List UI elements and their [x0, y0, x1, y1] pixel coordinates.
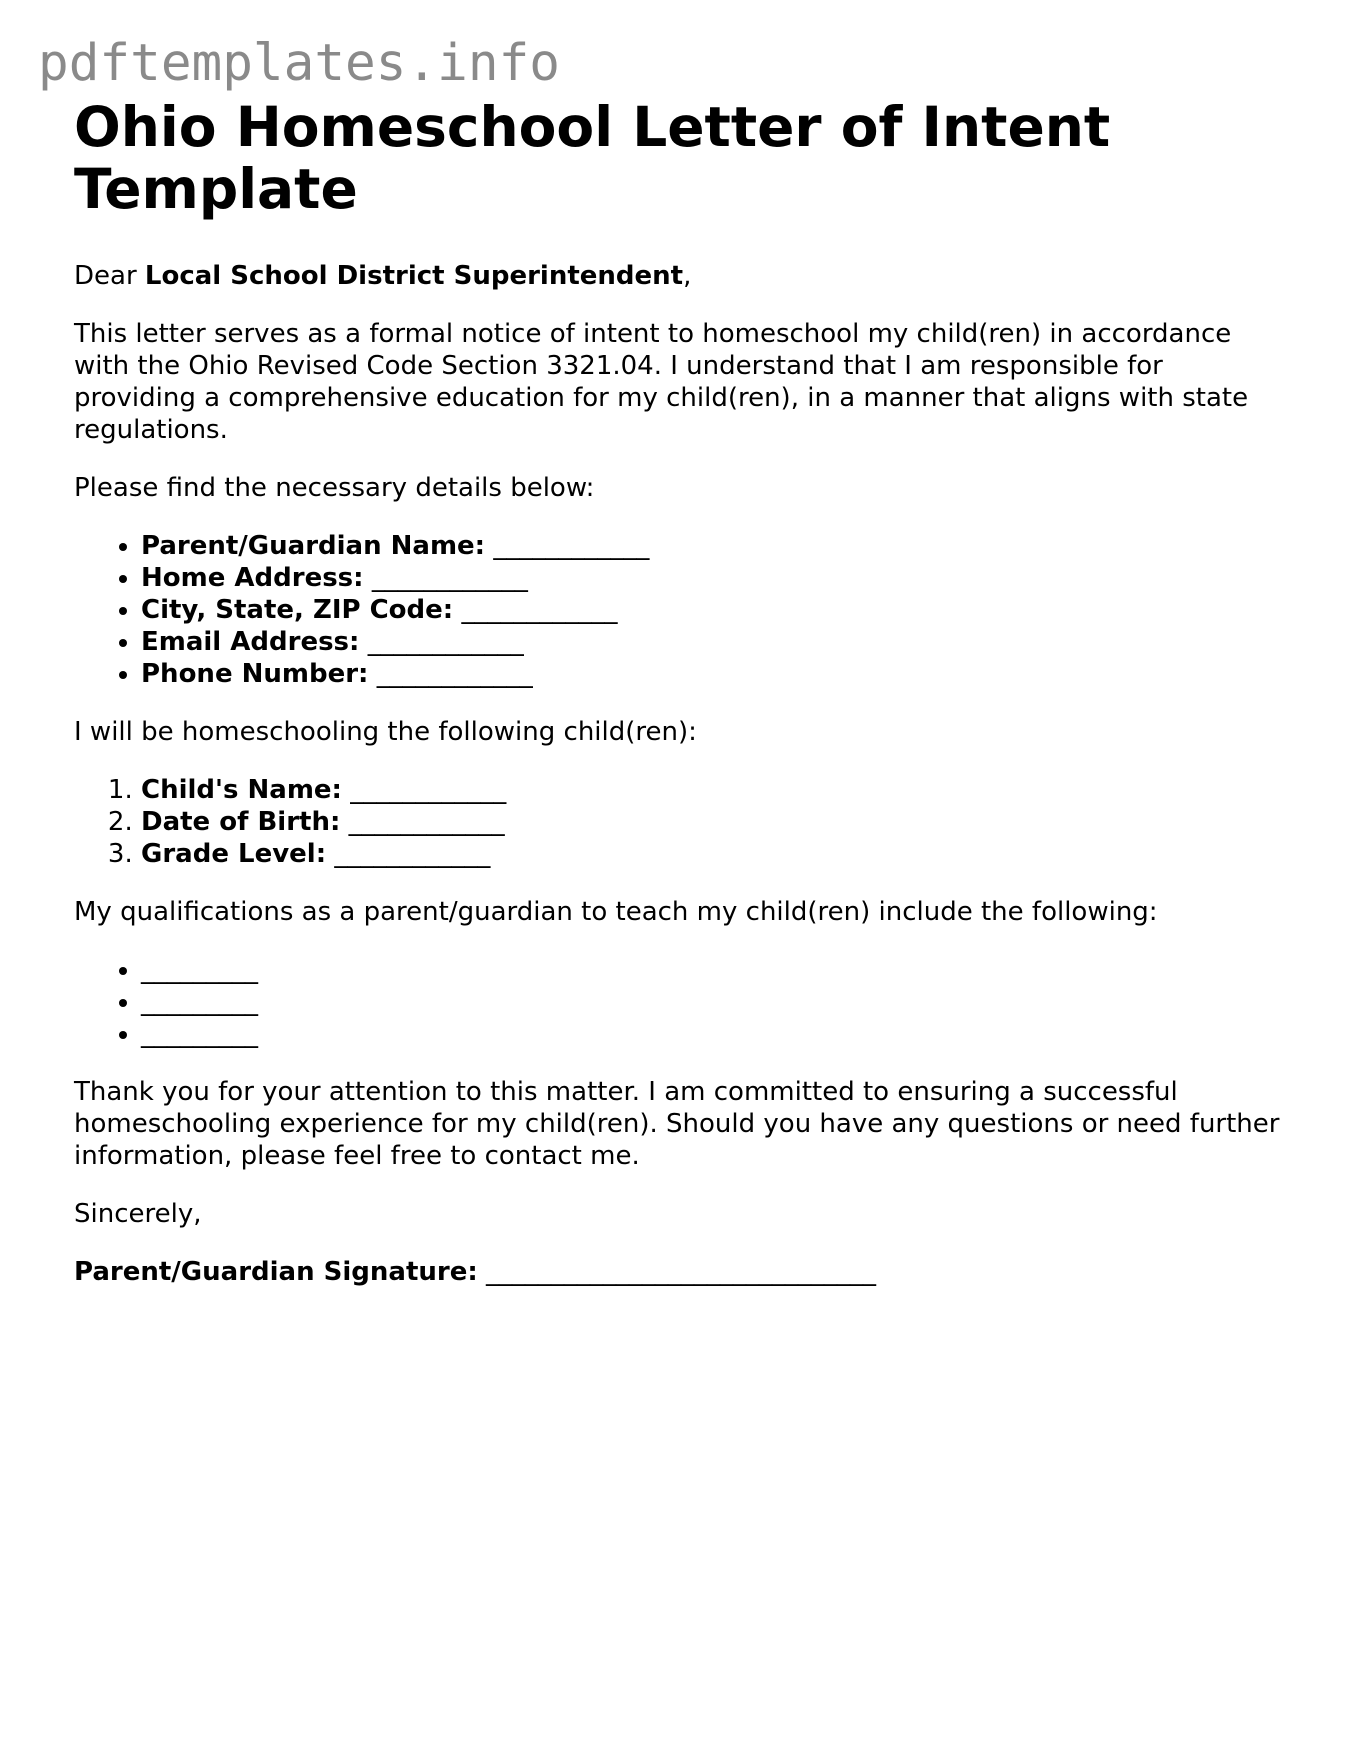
field-blank: ____________: [334, 839, 491, 869]
field-blank: ____________: [367, 627, 524, 657]
list-item: [141, 658, 1284, 690]
field-blank: _________: [141, 987, 258, 1017]
signature-line: [74, 1256, 1284, 1288]
list-item: [141, 954, 1284, 986]
qualifications-list: [74, 954, 1284, 1050]
field-label: Email Address:: [141, 627, 360, 657]
page-title: Ohio Homeschool Letter of Intent Template: [74, 95, 1111, 221]
details-intro: Please find the necessary details below:: [74, 473, 595, 503]
closing-paragraph: Thank you for your attention to this matter. I am committed to ensuring a successful homeschooling experience for my child(ren). Should you have any questions or need further information, please feel free to contact me.: [74, 1077, 1280, 1171]
salutation-suffix: ,: [683, 261, 692, 291]
field-label: City, State, ZIP Code:: [141, 595, 454, 625]
field-blank: ____________: [350, 775, 507, 805]
list-item: [141, 986, 1284, 1018]
salutation-prefix: Dear: [74, 261, 145, 291]
field-label: Child's Name:: [141, 775, 342, 805]
field-blank: _________: [141, 1019, 258, 1049]
field-blank: ____________: [348, 807, 505, 837]
child-details-list: [74, 774, 1284, 870]
salutation-recipient: Local School District Superintendent: [144, 261, 684, 291]
list-item: [141, 806, 1284, 838]
list-item: [141, 530, 1284, 562]
list-item: [141, 562, 1284, 594]
field-label: Grade Level:: [141, 839, 327, 869]
list-item: [141, 774, 1284, 806]
signature-label: Parent/Guardian Signature:: [74, 1257, 478, 1287]
qualifications-intro: My qualifications as a parent/guardian to teach my child(ren) include the following:: [74, 897, 1158, 927]
field-label: Phone Number:: [141, 659, 369, 689]
field-label: Date of Birth:: [141, 807, 341, 837]
intro-paragraph: This letter serves as a formal notice of intent to homeschool my child(ren) in accordance with the Ohio Revised Code Section 3321.04. I understand that I am responsible for providing a comprehensive education for my child(ren), in a manner that aligns with state regulations.: [74, 319, 1249, 445]
parent-details-list: [74, 530, 1284, 690]
list-item: [141, 838, 1284, 870]
field-blank: ____________: [376, 659, 533, 689]
watermark: pdftemplates.info: [38, 34, 560, 93]
list-item: [141, 594, 1284, 626]
field-blank: ____________: [461, 595, 618, 625]
signature-blank: ______________________________: [486, 1257, 877, 1287]
list-item: [141, 1018, 1284, 1050]
field-blank: _________: [141, 955, 258, 985]
list-item: [141, 626, 1284, 658]
field-label: Home Address:: [141, 563, 364, 593]
field-blank: ____________: [371, 563, 528, 593]
children-intro: I will be homeschooling the following child(ren):: [74, 717, 697, 747]
salutation: [74, 260, 1284, 292]
letter: [74, 96, 1284, 1288]
sign-off: Sincerely,: [74, 1199, 202, 1229]
field-label: Parent/Guardian Name:: [141, 531, 486, 561]
field-blank: ____________: [493, 531, 650, 561]
